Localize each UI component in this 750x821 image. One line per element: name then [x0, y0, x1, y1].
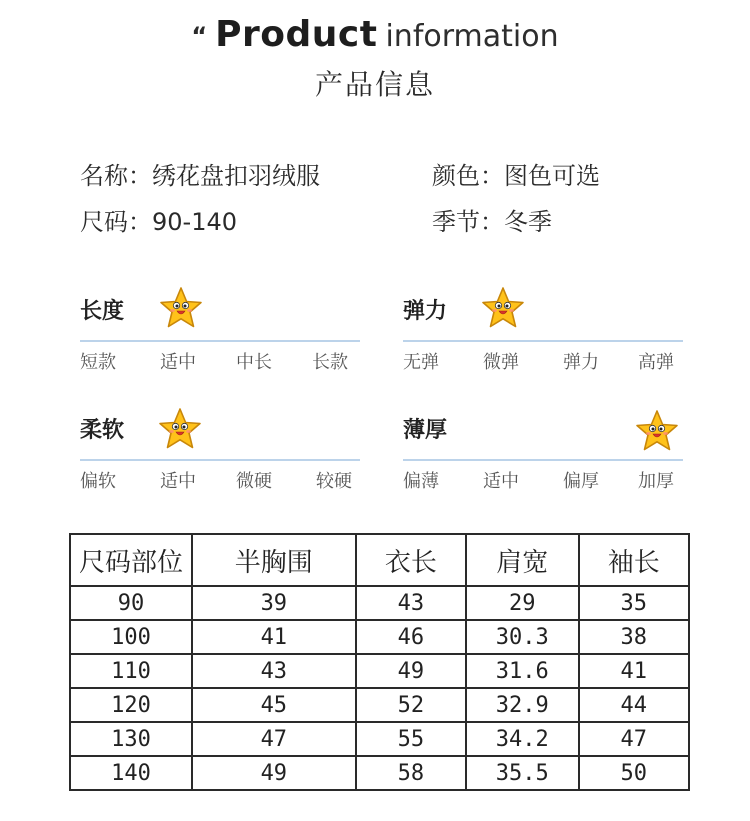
- attribute-label: 柔软: [80, 418, 125, 443]
- table-cell: 31.6: [466, 654, 578, 688]
- title-row: [0, 14, 750, 55]
- option-hard: 较硬: [316, 471, 352, 492]
- attribute-label: 弹力: [403, 299, 448, 324]
- smiling-star-icon: [158, 407, 202, 451]
- column-header-shoulder: 肩宽: [466, 534, 578, 586]
- info-name: 名称：绣花盘扣羽绒服: [80, 162, 320, 190]
- table-row: [70, 756, 689, 790]
- table-cell: 140: [70, 756, 192, 790]
- table-cell: 41: [579, 654, 689, 688]
- option-thin: 偏薄: [403, 471, 439, 492]
- option-no-stretch: 无弹: [403, 352, 439, 373]
- column-header-length: 衣长: [356, 534, 466, 586]
- table-cell: 50: [579, 756, 689, 790]
- attribute-label: 薄厚: [403, 418, 448, 443]
- table-cell: 46: [356, 620, 466, 654]
- table-cell: 32.9: [466, 688, 578, 722]
- table-cell: 52: [356, 688, 466, 722]
- smiling-star-icon: [481, 286, 525, 330]
- column-header-sleeve: 袖长: [579, 534, 689, 586]
- option-stretch: 弹力: [563, 352, 599, 373]
- table-row: [70, 620, 689, 654]
- size-table-header-row: [70, 534, 689, 586]
- option-high-stretch: 高弹: [638, 352, 674, 373]
- table-cell: 47: [579, 722, 689, 756]
- smiling-star-icon: [159, 286, 203, 330]
- table-cell: 43: [356, 586, 466, 620]
- table-row: [70, 688, 689, 722]
- attribute-divider: [80, 459, 360, 461]
- table-cell: 58: [356, 756, 466, 790]
- header: [0, 14, 750, 103]
- table-cell: 100: [70, 620, 192, 654]
- table-cell: 35: [579, 586, 689, 620]
- table-row: [70, 654, 689, 688]
- table-cell: 39: [192, 586, 356, 620]
- table-cell: 120: [70, 688, 192, 722]
- smiling-star-icon: [635, 409, 679, 453]
- option-thick: 偏厚: [563, 471, 599, 492]
- table-cell: 130: [70, 722, 192, 756]
- table-cell: 47: [192, 722, 356, 756]
- table-cell: 38: [579, 620, 689, 654]
- table-cell: 90: [70, 586, 192, 620]
- title-information: information: [385, 19, 559, 54]
- option-moderate: 适中: [160, 471, 196, 492]
- option-medium: 适中: [160, 352, 196, 373]
- table-row: [70, 586, 689, 620]
- subtitle: 产品信息: [314, 68, 435, 101]
- table-row: [70, 722, 689, 756]
- table-cell: 110: [70, 654, 192, 688]
- column-header-half-chest: 半胸围: [192, 534, 356, 586]
- table-cell: 49: [356, 654, 466, 688]
- size-table: [69, 533, 690, 791]
- table-cell: 49: [192, 756, 356, 790]
- option-short: 短款: [80, 352, 116, 373]
- option-soft: 偏软: [80, 471, 116, 492]
- attribute-label: 长度: [80, 299, 125, 324]
- option-slight-stretch: 微弹: [483, 352, 519, 373]
- table-cell: 43: [192, 654, 356, 688]
- table-cell: 35.5: [466, 756, 578, 790]
- option-slightly-hard: 微硬: [236, 471, 272, 492]
- attribute-divider: [80, 340, 360, 342]
- option-extra-thick: 加厚: [638, 471, 674, 492]
- option-mid-long: 中长: [236, 352, 272, 373]
- attribute-divider: [403, 459, 683, 461]
- option-long: 长款: [312, 352, 348, 373]
- info-season: 季节：冬季: [432, 208, 552, 236]
- table-cell: 55: [356, 722, 466, 756]
- title-product: Product: [215, 14, 378, 55]
- attribute-divider: [403, 340, 683, 342]
- table-cell: 34.2: [466, 722, 578, 756]
- column-header-size: 尺码部位: [70, 534, 192, 586]
- table-cell: 44: [579, 688, 689, 722]
- table-cell: 30.3: [466, 620, 578, 654]
- table-cell: 29: [466, 586, 578, 620]
- table-cell: 41: [192, 620, 356, 654]
- table-cell: 45: [192, 688, 356, 722]
- quote-mark: “: [191, 22, 208, 50]
- info-size: 尺码：90-140: [80, 208, 238, 236]
- info-color: 颜色：图色可选: [432, 162, 600, 190]
- option-regular: 适中: [483, 471, 519, 492]
